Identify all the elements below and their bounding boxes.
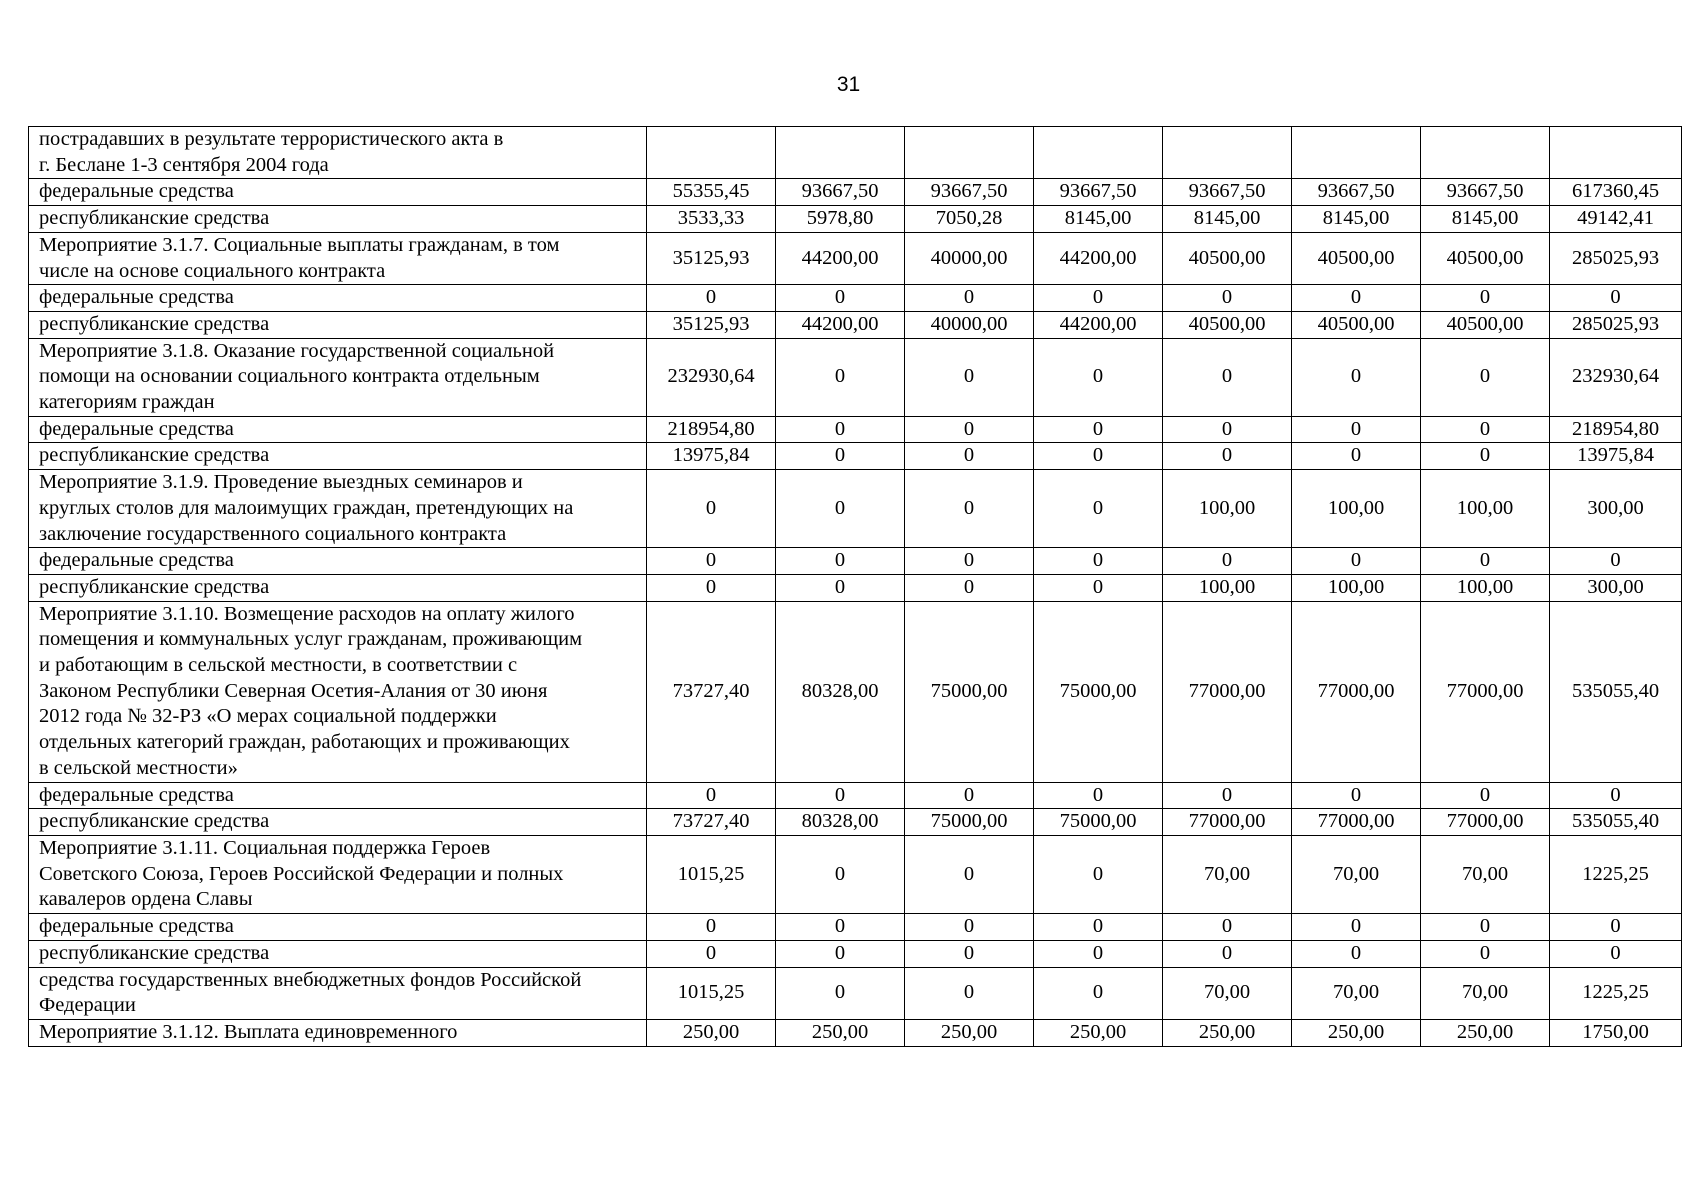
row-value-cell: 8145,00 <box>1421 206 1550 233</box>
table-row <box>29 809 1682 836</box>
row-label-cell <box>29 601 647 782</box>
row-label-line: средства государственных внебюджетных фондов Российской <box>39 968 582 991</box>
row-value-cell: 0 <box>1163 940 1292 967</box>
row-value-cell <box>1163 127 1292 179</box>
row-label-line: федеральные средства <box>39 915 234 938</box>
row-value-cell: 44200,00 <box>776 232 905 284</box>
row-value-cell: 0 <box>1163 338 1292 416</box>
row-value-cell: 1015,25 <box>647 967 776 1019</box>
row-value-cell: 40000,00 <box>905 311 1034 338</box>
row-value-cell: 75000,00 <box>905 809 1034 836</box>
row-value-cell <box>647 127 776 179</box>
row-value-cell: 40500,00 <box>1163 311 1292 338</box>
row-label-cell <box>29 1019 647 1046</box>
row-total-cell: 300,00 <box>1550 470 1682 548</box>
row-label-line: в сельской местности» <box>39 756 238 779</box>
table-row <box>29 311 1682 338</box>
table-row <box>29 835 1682 913</box>
table-row <box>29 967 1682 1019</box>
row-value-cell: 77000,00 <box>1421 601 1550 782</box>
row-label-line: Мероприятие 3.1.8. Оказание государственной социальной <box>39 339 555 362</box>
row-total-cell: 0 <box>1550 940 1682 967</box>
row-value-cell: 0 <box>776 782 905 809</box>
row-value-cell: 0 <box>905 940 1034 967</box>
row-total-cell: 300,00 <box>1550 574 1682 601</box>
row-label-cell <box>29 835 647 913</box>
row-value-cell: 0 <box>776 967 905 1019</box>
row-total-cell: 617360,45 <box>1550 179 1682 206</box>
row-value-cell: 3533,33 <box>647 206 776 233</box>
row-label-line: Мероприятие 3.1.10. Возмещение расходов на оплату жилого <box>39 602 575 625</box>
row-value-cell: 0 <box>776 548 905 575</box>
row-value-cell: 0 <box>1034 285 1163 312</box>
table-row <box>29 338 1682 416</box>
table-row <box>29 232 1682 284</box>
row-value-cell: 100,00 <box>1292 574 1421 601</box>
row-value-cell: 75000,00 <box>1034 809 1163 836</box>
row-value-cell: 70,00 <box>1421 835 1550 913</box>
row-value-cell: 0 <box>1421 782 1550 809</box>
row-total-cell: 535055,40 <box>1550 809 1682 836</box>
row-label-line: Мероприятие 3.1.7. Социальные выплаты гражданам, в том <box>39 233 560 256</box>
row-value-cell: 40000,00 <box>905 232 1034 284</box>
row-value-cell: 44200,00 <box>1034 311 1163 338</box>
row-label-line: заключение государственного социального контракта <box>39 522 507 545</box>
row-value-cell: 0 <box>1292 338 1421 416</box>
row-total-cell: 232930,64 <box>1550 338 1682 416</box>
row-value-cell: 0 <box>1034 940 1163 967</box>
row-value-cell: 0 <box>1421 940 1550 967</box>
table-row <box>29 601 1682 782</box>
row-value-cell: 8145,00 <box>1163 206 1292 233</box>
row-value-cell: 0 <box>1421 443 1550 470</box>
row-value-cell: 232930,64 <box>647 338 776 416</box>
row-value-cell: 250,00 <box>647 1019 776 1046</box>
row-value-cell: 80328,00 <box>776 601 905 782</box>
row-value-cell: 0 <box>1292 782 1421 809</box>
table-row <box>29 782 1682 809</box>
row-label-line: федеральные средства <box>39 180 234 203</box>
row-value-cell: 0 <box>905 548 1034 575</box>
row-value-cell: 0 <box>776 574 905 601</box>
row-value-cell: 0 <box>1034 835 1163 913</box>
row-total-cell: 1750,00 <box>1550 1019 1682 1046</box>
row-value-cell: 0 <box>1421 285 1550 312</box>
table-row <box>29 443 1682 470</box>
row-label-line: Советского Союза, Героев Российской Федерации и полных <box>39 862 564 885</box>
row-value-cell: 0 <box>905 574 1034 601</box>
row-value-cell: 70,00 <box>1292 835 1421 913</box>
row-label-cell <box>29 232 647 284</box>
table-row <box>29 914 1682 941</box>
row-value-cell: 0 <box>1421 338 1550 416</box>
row-value-cell: 0 <box>1034 416 1163 443</box>
row-value-cell: 100,00 <box>1421 574 1550 601</box>
row-value-cell: 77000,00 <box>1421 809 1550 836</box>
row-value-cell: 0 <box>647 940 776 967</box>
row-value-cell: 0 <box>776 338 905 416</box>
table-row <box>29 574 1682 601</box>
row-label-line: отдельных категорий граждан, работающих и проживающих <box>39 731 570 754</box>
row-value-cell: 0 <box>647 782 776 809</box>
row-value-cell: 0 <box>1292 940 1421 967</box>
row-value-cell: 93667,50 <box>1421 179 1550 206</box>
row-label-cell <box>29 311 647 338</box>
row-value-cell: 0 <box>647 548 776 575</box>
table-body <box>29 127 1682 1047</box>
table-row <box>29 127 1682 179</box>
row-value-cell: 44200,00 <box>776 311 905 338</box>
row-value-cell: 250,00 <box>905 1019 1034 1046</box>
row-value-cell <box>1034 127 1163 179</box>
row-label-cell <box>29 914 647 941</box>
row-value-cell: 73727,40 <box>647 601 776 782</box>
row-value-cell: 0 <box>1034 548 1163 575</box>
row-total-cell <box>1550 127 1682 179</box>
row-value-cell: 80328,00 <box>776 809 905 836</box>
row-value-cell: 0 <box>1421 416 1550 443</box>
table-row <box>29 179 1682 206</box>
row-value-cell: 100,00 <box>1292 470 1421 548</box>
row-value-cell: 0 <box>905 914 1034 941</box>
row-value-cell: 0 <box>647 470 776 548</box>
row-label-line: федеральные средства <box>39 783 234 806</box>
table-row <box>29 940 1682 967</box>
table-row <box>29 416 1682 443</box>
row-value-cell: 0 <box>776 285 905 312</box>
row-value-cell: 77000,00 <box>1163 601 1292 782</box>
row-value-cell <box>1421 127 1550 179</box>
row-value-cell: 93667,50 <box>1034 179 1163 206</box>
row-total-cell: 13975,84 <box>1550 443 1682 470</box>
row-label-line: республиканские средства <box>39 575 270 598</box>
row-label-line: помещения и коммунальных услуг гражданам, проживающим <box>39 628 583 651</box>
row-value-cell: 93667,50 <box>905 179 1034 206</box>
row-value-cell: 0 <box>905 416 1034 443</box>
row-label-line: 2012 года № 32-РЗ «О мерах социальной поддержки <box>39 705 497 728</box>
row-value-cell: 0 <box>1163 285 1292 312</box>
row-value-cell: 0 <box>776 940 905 967</box>
row-label-line: и работающим в сельской местности, в соответствии с <box>39 654 518 677</box>
row-value-cell: 100,00 <box>1163 470 1292 548</box>
row-label-line: круглых столов для малоимущих граждан, претендующих на <box>39 496 574 519</box>
row-value-cell: 100,00 <box>1421 470 1550 548</box>
row-value-cell: 0 <box>1034 338 1163 416</box>
row-label-cell <box>29 416 647 443</box>
row-value-cell: 0 <box>905 285 1034 312</box>
row-value-cell: 0 <box>905 470 1034 548</box>
row-label-cell <box>29 940 647 967</box>
row-value-cell: 0 <box>776 416 905 443</box>
row-label-cell <box>29 548 647 575</box>
row-value-cell: 0 <box>776 470 905 548</box>
row-value-cell: 0 <box>1034 967 1163 1019</box>
row-value-cell: 100,00 <box>1163 574 1292 601</box>
row-label-line: кавалеров ордена Славы <box>39 888 253 911</box>
row-total-cell: 1225,25 <box>1550 967 1682 1019</box>
row-label-line: категориям граждан <box>39 391 215 414</box>
row-value-cell: 0 <box>776 835 905 913</box>
row-value-cell: 0 <box>1163 914 1292 941</box>
row-value-cell: 0 <box>1421 548 1550 575</box>
row-label-line: федеральные средства <box>39 549 234 572</box>
row-value-cell: 0 <box>1034 914 1163 941</box>
row-label-line: республиканские средства <box>39 941 270 964</box>
row-total-cell: 0 <box>1550 782 1682 809</box>
row-value-cell: 40500,00 <box>1163 232 1292 284</box>
row-value-cell: 0 <box>905 835 1034 913</box>
row-label-cell <box>29 338 647 416</box>
row-total-cell: 1225,25 <box>1550 835 1682 913</box>
row-value-cell: 0 <box>647 914 776 941</box>
row-label-line: Мероприятие 3.1.11. Социальная поддержка Героев <box>39 836 491 859</box>
row-value-cell: 55355,45 <box>647 179 776 206</box>
row-label-line: г. Беслане 1-3 сентября 2004 года <box>39 153 329 176</box>
row-value-cell: 40500,00 <box>1292 311 1421 338</box>
row-label-line: федеральные средства <box>39 286 234 309</box>
row-total-cell: 285025,93 <box>1550 311 1682 338</box>
row-value-cell: 0 <box>776 914 905 941</box>
row-label-cell <box>29 179 647 206</box>
row-value-cell: 0 <box>1034 443 1163 470</box>
budget-table <box>28 126 1682 1047</box>
row-value-cell: 250,00 <box>1292 1019 1421 1046</box>
row-value-cell: 93667,50 <box>776 179 905 206</box>
row-value-cell: 77000,00 <box>1292 601 1421 782</box>
row-label-line: числе на основе социального контракта <box>39 259 386 282</box>
row-label-cell <box>29 206 647 233</box>
row-value-cell: 0 <box>1034 782 1163 809</box>
row-label-line: Мероприятие 3.1.12. Выплата единовременного <box>39 1020 458 1043</box>
row-value-cell: 75000,00 <box>905 601 1034 782</box>
row-value-cell: 1015,25 <box>647 835 776 913</box>
row-value-cell: 73727,40 <box>647 809 776 836</box>
row-value-cell: 75000,00 <box>1034 601 1163 782</box>
row-label-line: республиканские средства <box>39 207 270 230</box>
row-label-line: федеральные средства <box>39 417 234 440</box>
row-value-cell <box>776 127 905 179</box>
row-label-line: Мероприятие 3.1.9. Проведение выездных семинаров и <box>39 471 523 494</box>
row-value-cell: 250,00 <box>1163 1019 1292 1046</box>
row-value-cell: 0 <box>1163 548 1292 575</box>
row-value-cell: 0 <box>647 285 776 312</box>
table-row <box>29 1019 1682 1046</box>
row-total-cell: 535055,40 <box>1550 601 1682 782</box>
row-value-cell: 0 <box>905 443 1034 470</box>
row-value-cell: 0 <box>1163 782 1292 809</box>
row-value-cell: 0 <box>1034 470 1163 548</box>
row-label-cell <box>29 574 647 601</box>
row-total-cell: 285025,93 <box>1550 232 1682 284</box>
row-value-cell: 250,00 <box>776 1019 905 1046</box>
row-label-cell <box>29 127 647 179</box>
row-total-cell: 0 <box>1550 914 1682 941</box>
row-label-line: республиканские средства <box>39 312 270 335</box>
table-row <box>29 285 1682 312</box>
row-label-line: пострадавших в результате террористического акта в <box>39 128 504 150</box>
row-label-line: Законом Республики Северная Осетия-Алания от 30 июня <box>39 679 548 702</box>
row-total-cell: 49142,41 <box>1550 206 1682 233</box>
row-value-cell: 70,00 <box>1292 967 1421 1019</box>
row-value-cell: 0 <box>1292 443 1421 470</box>
row-value-cell: 35125,93 <box>647 311 776 338</box>
row-value-cell: 70,00 <box>1421 967 1550 1019</box>
row-value-cell: 8145,00 <box>1034 206 1163 233</box>
row-value-cell: 93667,50 <box>1292 179 1421 206</box>
row-value-cell: 5978,80 <box>776 206 905 233</box>
row-value-cell: 0 <box>905 782 1034 809</box>
row-label-line: помощи на основании социального контракта отдельным <box>39 365 540 388</box>
row-value-cell: 0 <box>1163 416 1292 443</box>
row-value-cell: 13975,84 <box>647 443 776 470</box>
row-value-cell: 70,00 <box>1163 835 1292 913</box>
row-value-cell: 0 <box>1292 285 1421 312</box>
row-label-line: республиканские средства <box>39 444 270 467</box>
row-label-cell <box>29 443 647 470</box>
row-value-cell: 70,00 <box>1163 967 1292 1019</box>
row-label-cell <box>29 809 647 836</box>
row-value-cell: 8145,00 <box>1292 206 1421 233</box>
row-total-cell: 218954,80 <box>1550 416 1682 443</box>
row-value-cell: 0 <box>1163 443 1292 470</box>
row-label-cell <box>29 782 647 809</box>
table-row <box>29 470 1682 548</box>
row-value-cell: 40500,00 <box>1292 232 1421 284</box>
row-value-cell <box>1292 127 1421 179</box>
row-value-cell: 0 <box>1421 914 1550 941</box>
row-value-cell: 218954,80 <box>647 416 776 443</box>
row-value-cell: 44200,00 <box>1034 232 1163 284</box>
row-value-cell: 250,00 <box>1034 1019 1163 1046</box>
page-number: 31 <box>836 73 861 96</box>
row-value-cell: 77000,00 <box>1292 809 1421 836</box>
row-value-cell: 0 <box>905 967 1034 1019</box>
row-value-cell: 40500,00 <box>1421 232 1550 284</box>
row-value-cell: 77000,00 <box>1163 809 1292 836</box>
row-total-cell: 0 <box>1550 548 1682 575</box>
table-row <box>29 548 1682 575</box>
row-total-cell: 0 <box>1550 285 1682 312</box>
row-value-cell: 7050,28 <box>905 206 1034 233</box>
row-value-cell: 0 <box>776 443 905 470</box>
row-value-cell: 0 <box>905 338 1034 416</box>
row-value-cell: 250,00 <box>1421 1019 1550 1046</box>
row-label-cell <box>29 285 647 312</box>
row-value-cell: 0 <box>1292 416 1421 443</box>
row-label-cell <box>29 967 647 1019</box>
row-label-cell <box>29 470 647 548</box>
row-value-cell: 0 <box>1292 914 1421 941</box>
row-value-cell <box>905 127 1034 179</box>
row-value-cell: 0 <box>1034 574 1163 601</box>
row-value-cell: 40500,00 <box>1421 311 1550 338</box>
row-value-cell: 93667,50 <box>1163 179 1292 206</box>
row-label-line: республиканские средства <box>39 810 270 833</box>
table-row <box>29 206 1682 233</box>
row-value-cell: 35125,93 <box>647 232 776 284</box>
row-value-cell: 0 <box>647 574 776 601</box>
row-value-cell: 0 <box>1292 548 1421 575</box>
row-label-line: Федерации <box>39 994 136 1017</box>
